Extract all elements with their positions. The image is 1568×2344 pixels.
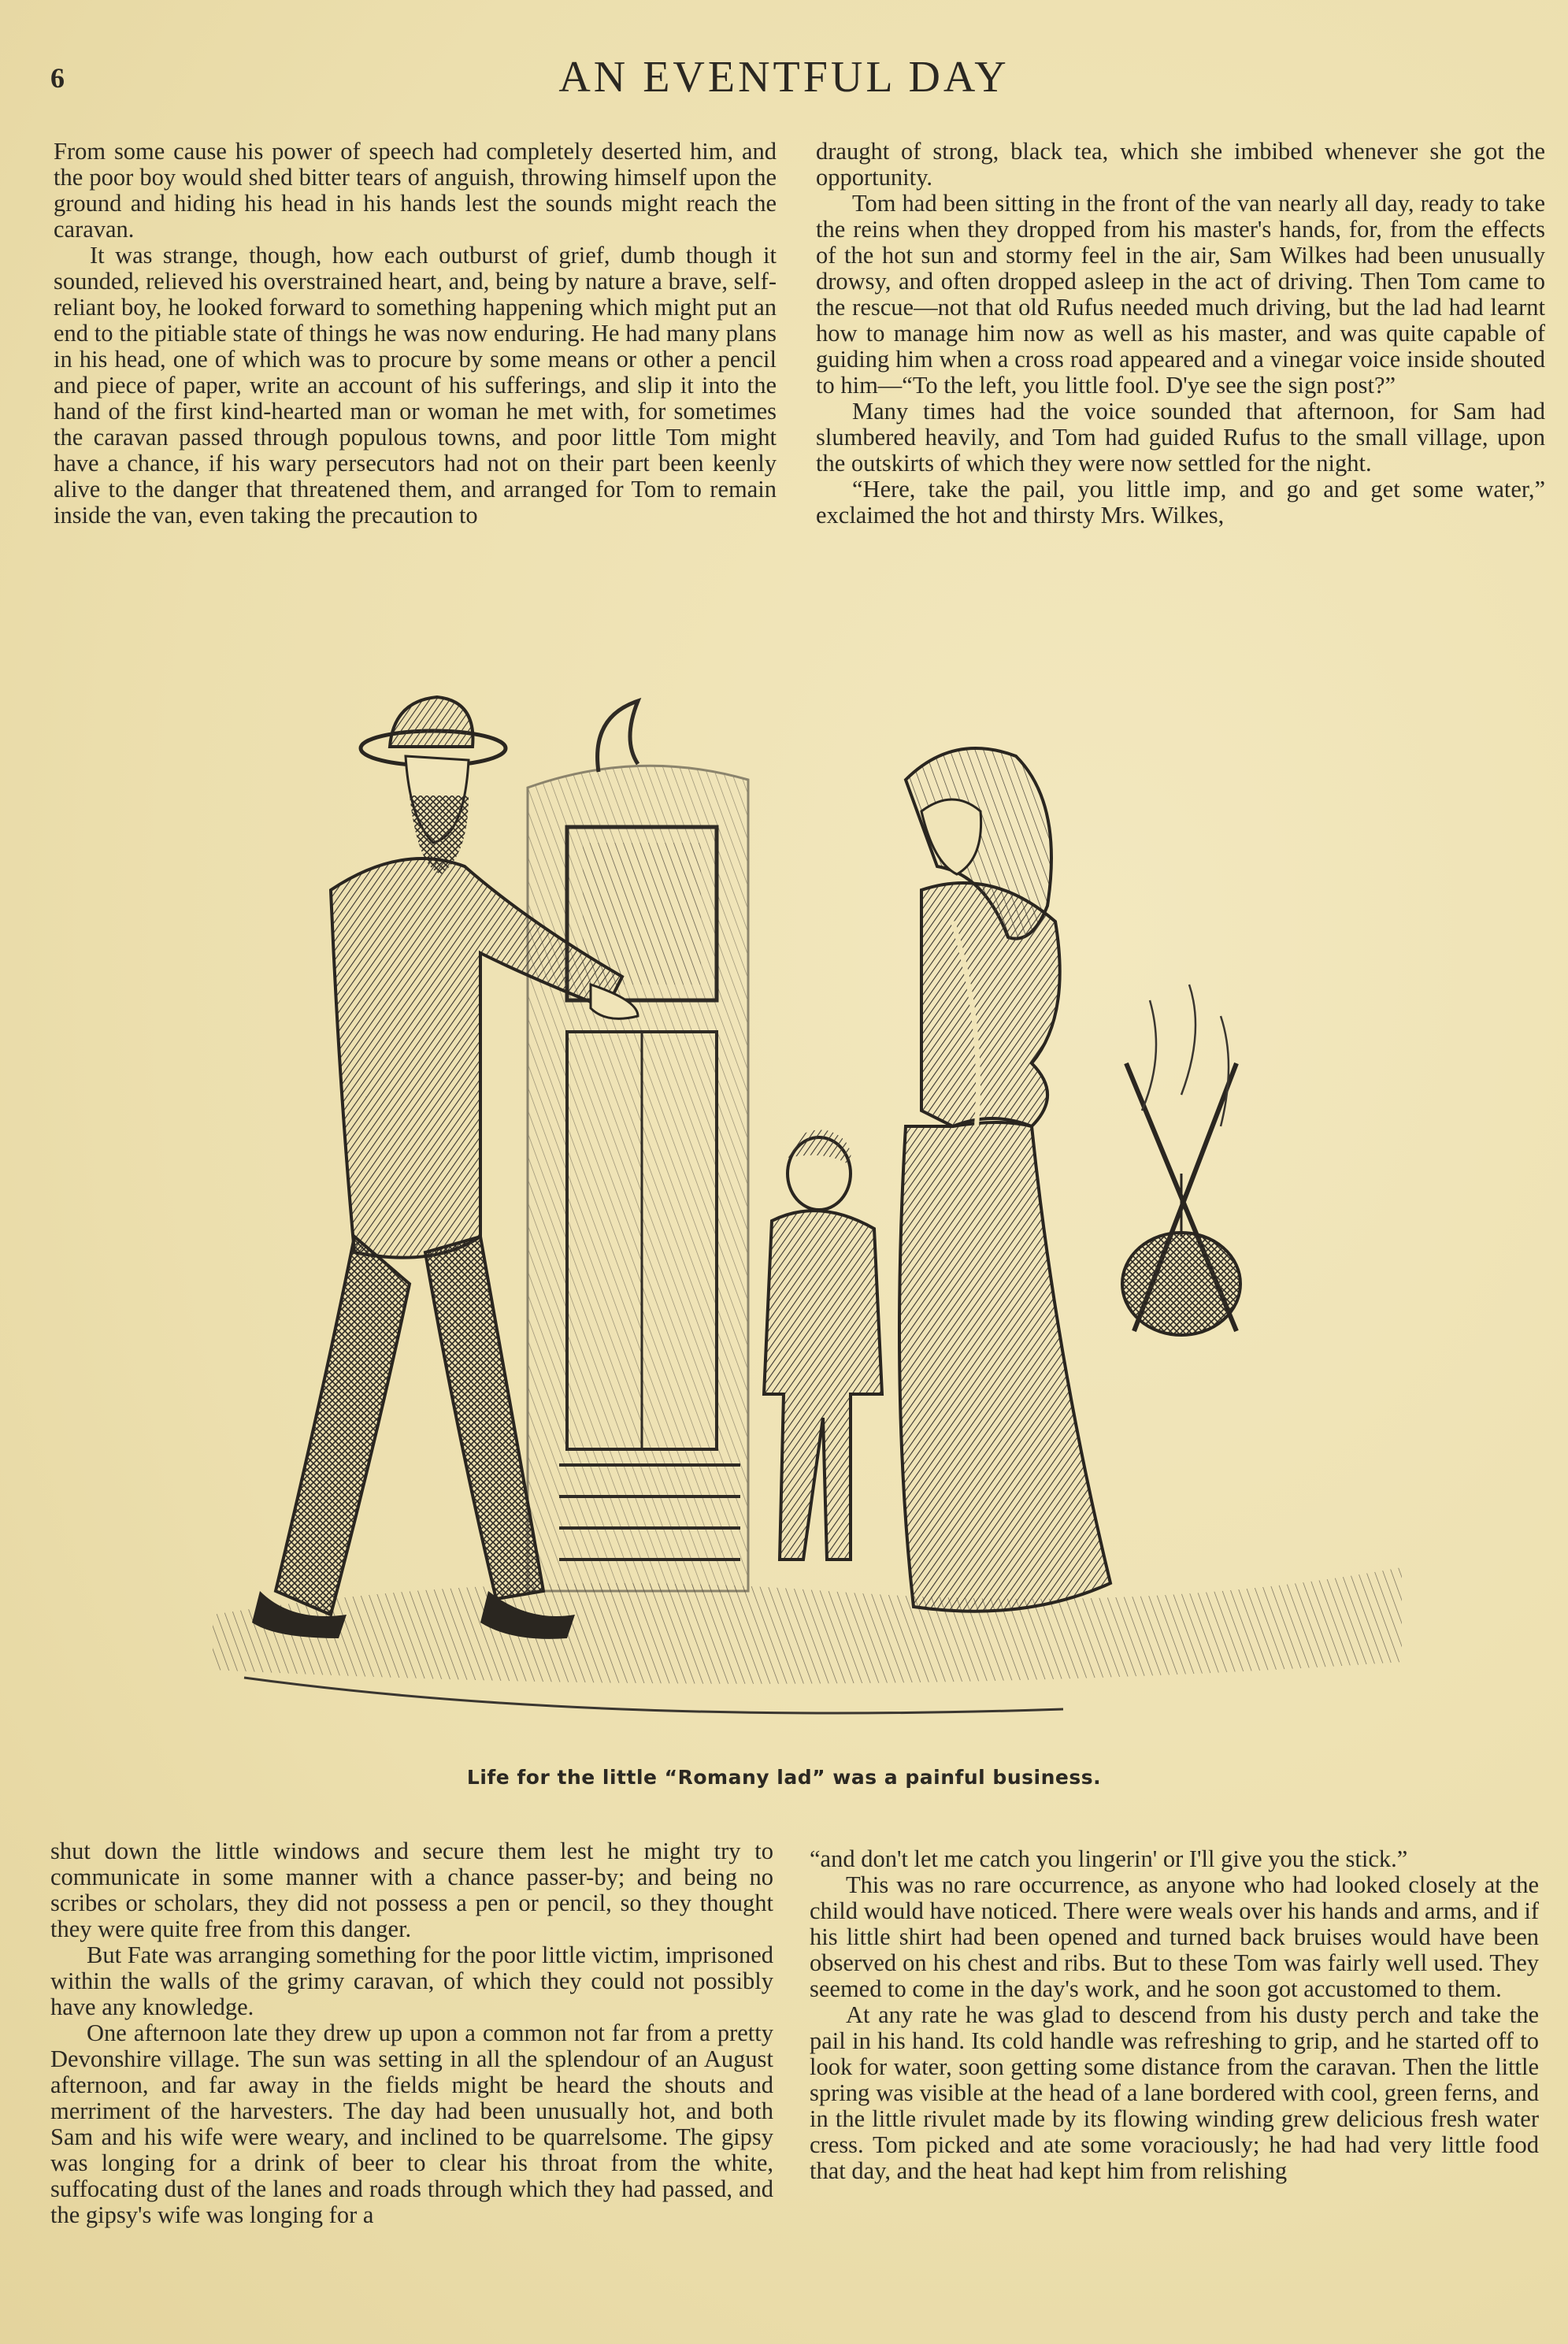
top-left-column (54, 139, 777, 529)
running-head: AN EVENTFUL DAY (558, 53, 1010, 102)
paragraph: It was strange, though, how each outburst of grief, dumb though it sounded, relieved his overstrained heart, and, being by nature a brave, self-reliant boy, he looked forward to something happening which might put an end to the pitiable state of things he was now enduring. He had many plans in his head, one of which was to procure by some means or other a pencil and piece of paper, write an account of his sufferings, and slip it into the hand of the first kind-hearted man or woman he met with, for sometimes the caravan passed through populous towns, and poor little Tom might have a chance, if his wary persecutors had not on their part been keenly alive to the danger that threatened them, and arranged for Tom to remain inside the van, even taking the precaution to (54, 242, 777, 529)
paragraph: This was no rare occurrence, as anyone who had looked closely at the child would have noticed. There were weals over his hands and arms, and if his little shirt had been opened and turned back bruises would have been observed on his chest and ribs. But to these Tom was fairly well used. They seemed to come in the day's work, and he soon got accustomed to them. (810, 1871, 1539, 2002)
engraving-illustration (197, 685, 1425, 1756)
page-number: 6 (50, 62, 65, 94)
ground (213, 1567, 1402, 1713)
paragraph: “and don't let me catch you lingerin' or I'll give you the stick.” (810, 1845, 1408, 1872)
romany-boy (764, 1129, 882, 1560)
paragraph: One afternoon late they drew up upon a common not far from a pretty Devonshire village. The sun was setting in all the splendour of an August afternoon, and far away in the fields might be heard the shouts and merriment of the harvesters. The day had been unusually hot, and both Sam and his wife were weary, and inclined to be quarrelsome. The gipsy was longing for a drink of beer to clear his throat from the white, suffocating dust of the lanes and roads through which they had passed, and the gipsy's wife was longing for a (50, 2019, 773, 2228)
camp-kettle (1122, 985, 1240, 1335)
illustration-caption: Life for the little “Romany lad” was a painful business. (466, 1766, 1102, 1789)
paragraph: “Here, take the pail, you little imp, and go and get some water,” exclaimed the hot and thirsty Mrs. Wilkes, (816, 476, 1545, 529)
paragraph: But Fate was arranging something for the poor little victim, imprisoned within the walls of the grimy caravan, of which they could not possibly have any knowledge. (50, 1942, 773, 2020)
bottom-right-column (810, 1846, 1539, 2184)
top-right-column (816, 139, 1545, 529)
paragraph: draught of strong, black tea, which she imbibed whenever she got the opportunity. (816, 138, 1545, 191)
caravan (528, 701, 748, 1591)
paragraph: Many times had the voice sounded that afternoon, for Sam had slumbered heavily, and Tom had guided Rufus to the small village, upon the outskirts of which they were now settled for the night. (816, 398, 1545, 477)
paragraph: Tom had been sitting in the front of the van nearly all day, ready to take the reins when they dropped from his master's hands, for, from the effects of the hot sun and stormy feel in the air, Sam Wilkes had been unusually drowsy, and often dropped asleep in the act of driving. Then Tom came to the rescue—not that old Rufus needed much driving, but the lad had learnt how to manage him now as well as his master, and was quite capable of guiding him when a cross road appeared and a vinegar voice inside shouted to him—“To the left, you little fool. D'ye see the sign post?” (816, 190, 1545, 399)
paragraph: From some cause his power of speech had completely deserted him, and the poor boy would shed bitter tears of anguish, throwing himself upon the ground and hiding his head in his hands lest the sounds might reach the caravan. (54, 138, 777, 243)
paragraph: shut down the little windows and secure them lest he might try to communicate in some manner with a chance passer-by; and being no scribes or scholars, they did not possess a pen or pencil, so they thought they were quite free from this danger. (50, 1838, 773, 1942)
gipsy-woman (899, 748, 1110, 1612)
bottom-left-column (50, 1838, 773, 2228)
paragraph: At any rate he was glad to descend from his dusty perch and take the pail in his hand. Its cold handle was refreshing to grip, and he started off to look for water, soon getting some distance from the caravan. Then the little spring was visible at the head of a lane bordered with cool, green ferns, and in the little rivulet made by its flowing winding grew delicious fresh water cress. Tom picked and ate some voraciously; he had had very little food that day, and the heat had kept him from relishing (810, 2001, 1539, 2184)
